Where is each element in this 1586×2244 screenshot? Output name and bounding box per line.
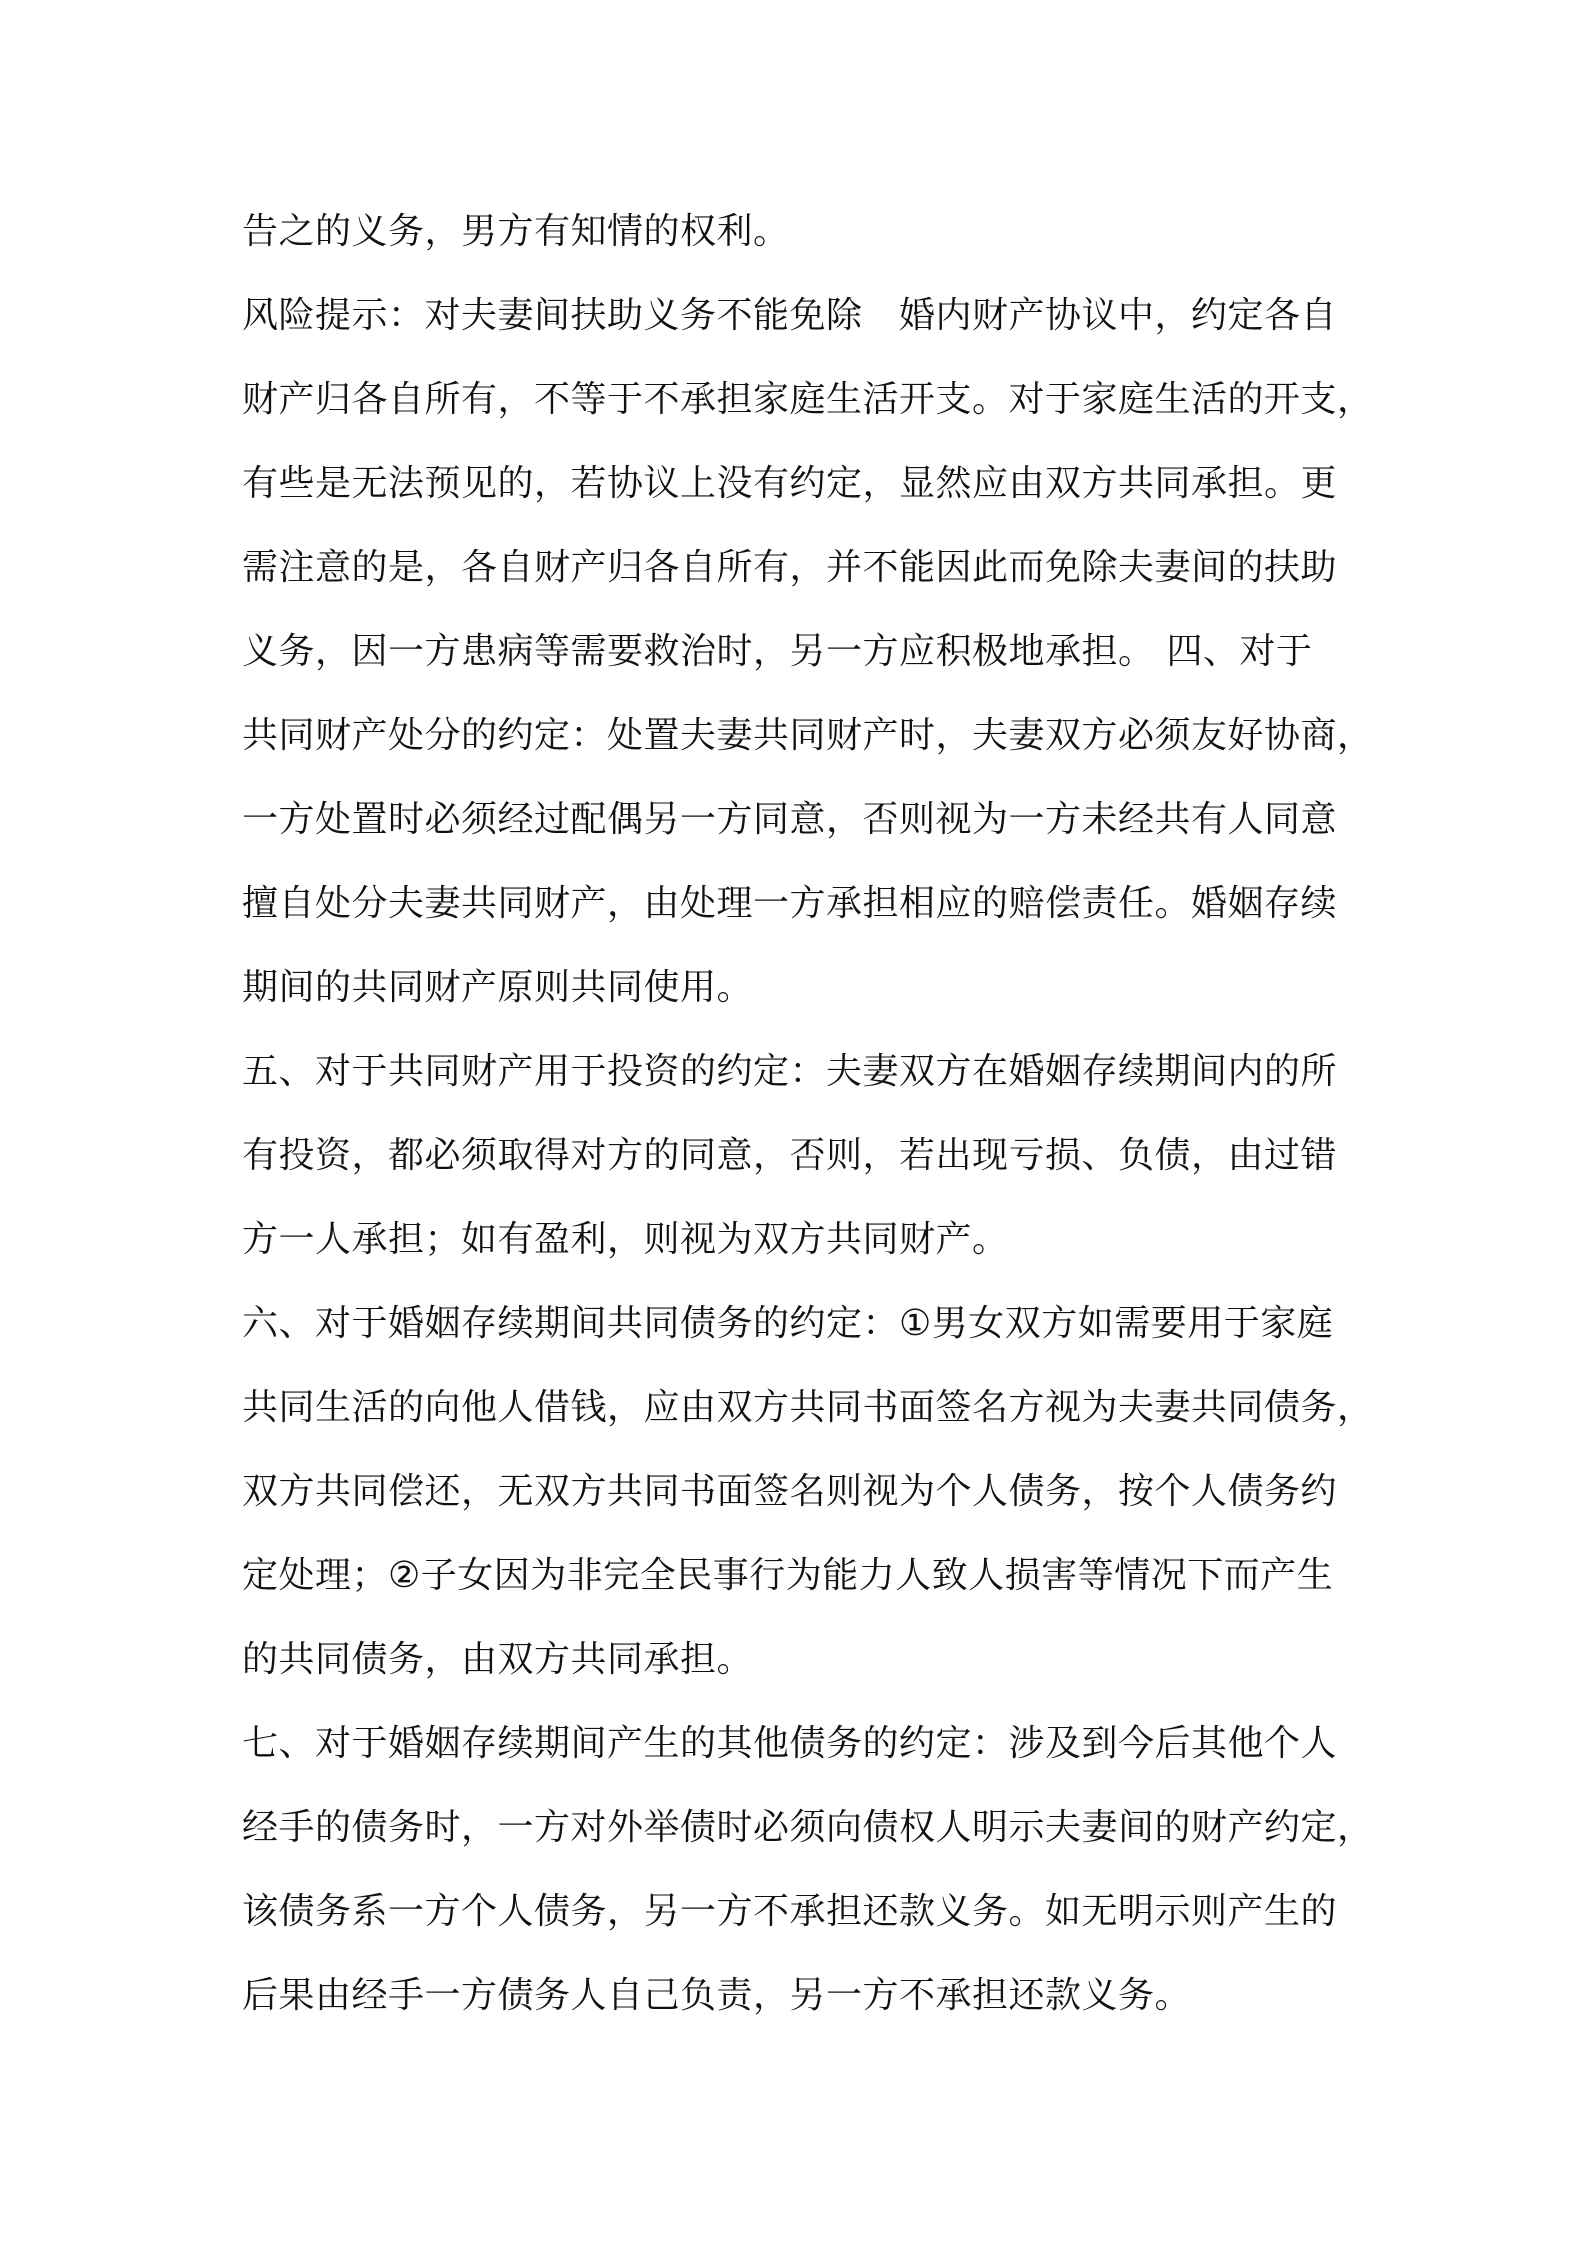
text-line: 义务，因一方患病等需要救治时，另一方应积极地承担。 四、对于 (242, 631, 1313, 672)
text-line: 一方处置时必须经过配偶另一方同意，否则视为一方未经共有人同意 (242, 799, 1338, 840)
text-line: 五、对于共同财产用于投资的约定：夫妻双方在婚姻存续期间内的所 (242, 1051, 1338, 1092)
text-line: 需注意的是，各自财产归各自所有，并不能因此而免除夫妻间的扶助 (242, 547, 1338, 588)
text-line: 七、对于婚姻存续期间产生的其他债务的约定：涉及到今后其他个人 (242, 1723, 1338, 1764)
text-line: 后果由经手一方债务人自己负责，另一方不承担还款义务。 (242, 1975, 1192, 2016)
text-line: 定处理；②子女因为非完全民事行为能力人致人损害等情况下而产生 (242, 1555, 1334, 1596)
text-line: 方一人承担；如有盈利，则视为双方共同财产。 (242, 1219, 1009, 1260)
text-line: 共同财产处分的约定：处置夫妻共同财产时，夫妻双方必须友好协商， (242, 715, 1374, 756)
text-line: 有投资，都必须取得对方的同意，否则，若出现亏损、负债，由过错 (242, 1135, 1338, 1176)
text-line: 经手的债务时，一方对外举债时必须向债权人明示夫妻间的财产约定， (242, 1807, 1374, 1848)
text-line: 双方共同偿还，无双方共同书面签名则视为个人债务，按个人债务约 (242, 1471, 1338, 1512)
text-line: 期间的共同财产原则共同使用。 (242, 967, 754, 1008)
text-line: 共同生活的向他人借钱，应由双方共同书面签名方视为夫妻共同债务， (242, 1387, 1374, 1428)
text-line: 风险提示：对夫妻间扶助义务不能免除 婚内财产协议中，约定各自 (242, 295, 1338, 336)
text-line: 的共同债务，由双方共同承担。 (242, 1639, 754, 1680)
text-line: 六、对于婚姻存续期间共同债务的约定：①男女双方如需要用于家庭 (242, 1303, 1334, 1344)
text-line: 该债务系一方个人债务，另一方不承担还款义务。如无明示则产生的 (242, 1891, 1338, 1932)
text-line: 财产归各自所有，不等于不承担家庭生活开支。对于家庭生活的开支， (242, 379, 1374, 420)
text-line: 告之的义务，男方有知情的权利。 (242, 211, 790, 252)
text-line: 有些是无法预见的，若协议上没有约定，显然应由双方共同承担。更 (242, 463, 1338, 504)
document-body (242, 190, 1374, 2038)
text-line: 擅自处分夫妻共同财产，由处理一方承担相应的赔偿责任。婚姻存续 (242, 883, 1338, 924)
